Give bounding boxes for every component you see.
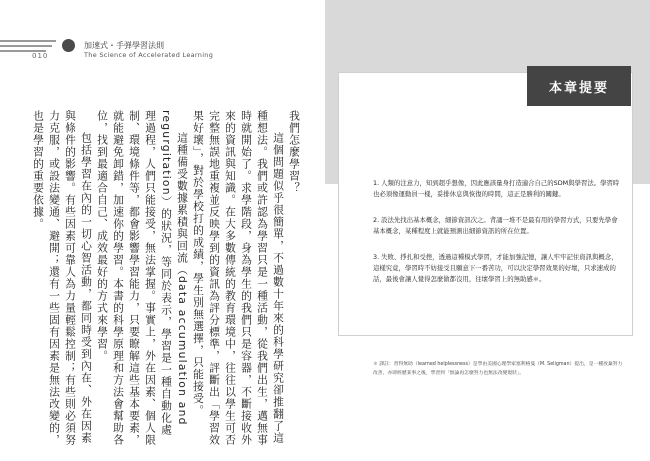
summary-item-3: 3. 失敗、掙扎和受挫，透過這種模式學習，才能加強記憶，讓人牢牢記住資訊與概念，這樣究竟，學習時不妨接受且願意下一番苦功，可以決定學習效果的好壞，只求速成的話，最後會讓人覺得怎麼做都沒用，往壞學習上的無助感＊。 xyxy=(373,252,618,284)
summary-items xyxy=(373,178,623,300)
summary-list-inner xyxy=(373,178,623,286)
body-paragraph: 包括學習在內的一切心智活動，都同時受到內在、外在因素與條件的影響。有些因素可靠人為力量輕鬆控制；有些則必須努力克服，或設法變通、避開；還有一些固有因素是無法改變的，也是學習的重要依據。 xyxy=(32,110,93,446)
body-paragraph: 這種備受數據累積與回流（data accumulation and regurgitation）的狀況，等同於表示，學習是一種自動化處理過程，人們只能接受，無法掌握。事實上，外在因素、個人限制、環境條件等，都會影響學習能力，只要瞭解這些基本要素，就能避免卸錯，加速你的學習。本書的科學原理和方法會幫助各位，找到最適合自己、成效最好的方式來學習。 xyxy=(96,110,189,446)
vertical-body-text xyxy=(32,110,302,446)
chapter-summary-title: 本章提要 xyxy=(527,66,631,106)
summary-item-2: 2. 設法先找出基本概念，細節資訊次之。背誦一堆不是最有用的學習方式，只要先學會基本概念，某種程度上就能預測出細節資訊的所在位置。 xyxy=(373,215,618,236)
body-paragraph: 這個問題似乎很簡單，不過數十年來的科學研究卻推翻了這種想法。我們或許認為學習只是一種活動，從我們出生，邁無事時就開始了。求學階段，身為學生的我們只是容器，不斷接收外來的資訊與知識。在大多數傳統的教育環境中，往往以學生可否完整無誤地重複並反映學到的資訊為評分標準，評斷出「學習效果好壞」，對於學校打的成績，學生別無選擇，只能接受。 xyxy=(192,110,285,446)
running-header-title: 加速式・手弹學習法則 xyxy=(84,41,164,50)
header-dot-icon xyxy=(62,39,75,52)
page-number: 010 xyxy=(32,52,49,60)
translator-footnote: ＊ 譯註：習得無助（learned helplessness）是學由美國心理學家塞利格曼（M. Seligman）提出，是一種放棄努力改善，亦即經歷某事之後，學習到「無論再怎麼努力也無法改變現狀」。 xyxy=(373,362,623,376)
running-header-subtitle: The Science of Accelerated Learning xyxy=(84,51,214,59)
summary-item-1: 1. 人類的注意力，知到超乎想像，因此應該量身打造適合自己的SDM與學習法。學習時也必須像運動員一樣，妥排休息與恢復的時間，這正是勝利的關鍵。 xyxy=(373,179,620,199)
body-heading: 我們怎麼學習？ xyxy=(288,110,301,194)
